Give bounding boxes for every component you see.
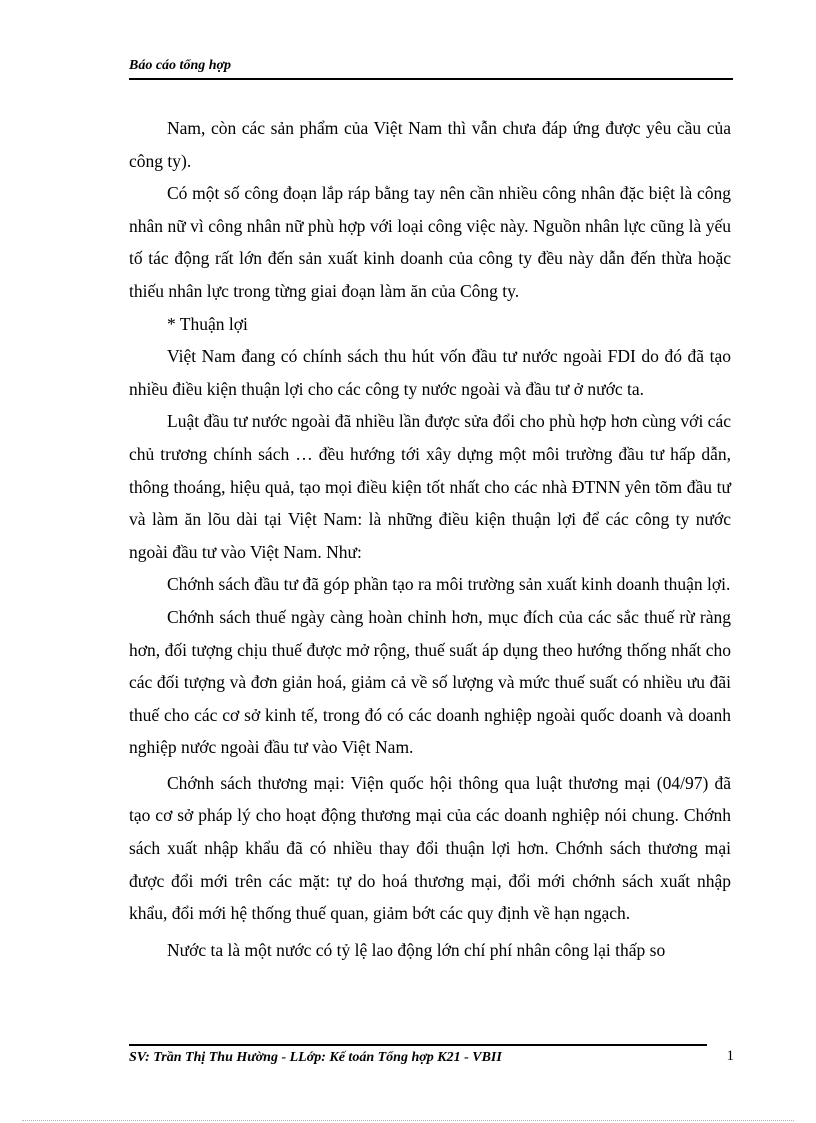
paragraph: Việt Nam đang có chính sách thu hút vốn đầu tư nước ngoài FDI do đó đã tạo nhiều điều kiện thuận lợi cho các công ty nước ngoài và đầu tư ở nước ta. (129, 346, 731, 399)
paragraph: Chớnh sách thương mại: Viện quốc hội thông qua luật thương mại (04/97) đã tạo cơ sở pháp lý cho hoạt động thương mại của các doanh nghiệp nói chung. Chớnh sách xuất nhập khẩu đã có nhiều thay đổi thuận lợi hơn. Chớnh sách thương mại được đổi mới trên các mặt: tự do hoá thương mại, đổi mới chớnh sách xuất nhập khẩu, đổi mới hệ thống thuế quan, giảm bớt các quy định về hạn ngạch. (129, 772, 731, 924)
paragraph: Nước ta là một nước có tỷ lệ lao động lớn chí phí nhân công lại thấp so (167, 939, 666, 960)
section-heading: * Thuận lợi (167, 313, 248, 334)
paragraph: Chớnh sách đầu tư đã góp phần tạo ra môi trường sản xuất kinh doanh thuận lợi. (167, 574, 731, 595)
page-edge-divider (22, 1120, 794, 1121)
running-header: Báo cáo tổng hợp (129, 58, 232, 73)
paragraph: Nam, còn các sản phẩm của Việt Nam thì vẫn chưa đáp ứng được yêu cầu của công ty). (129, 118, 731, 171)
running-footer: SV: Trần Thị Thu Hường - LLớp: Kế toán Tổng hợp K21 - VBII (129, 1050, 502, 1065)
header-rule (129, 78, 733, 80)
paragraph: Có một số công đoạn lắp ráp bằng tay nên cần nhiều công nhân đặc biệt là công nhân nữ vì công nhân nữ phù hợp với loại công việc này. Nguồn nhân lực cũng là yếu tố tác động rất lớn đến sản xuất kinh doanh của công ty đều này dẫn đến thừa hoặc thiếu nhân lực trong từng giai đoạn làm ăn của Công ty. (129, 183, 731, 301)
paragraph: Chớnh sách thuế ngày càng hoàn chỉnh hơn, mục đích của các sắc thuế rừ ràng hơn, đối tượng chịu thuế được mở rộng, thuế suất áp dụng theo hướng thống nhất cho các đối tượng và đơn giản hoá, giảm cả về số lượng và mức thuế suất có nhiều ưu đãi thuế cho các cơ sở kinh tế, trong đó có các doanh nghiệp ngoài quốc doanh và doanh nghiệp nước ngoài đầu tư vào Việt Nam. (129, 606, 731, 758)
body-text (129, 112, 731, 966)
footer-rule (129, 1044, 707, 1046)
page-number: 1 (726, 1048, 734, 1064)
paragraph: Luật đầu tư nước ngoài đã nhiều lần được sửa đổi cho phù hợp hơn cùng với các chủ trương chính sách … đều hướng tới xây dựng một môi trường đầu tư hấp dẫn, thông thoáng, hiệu quả, tạo mọi điều kiện tốt nhất cho các nhà ĐTNN yên tõm đầu tư và làm ăn lõu dài tại Việt Nam: là những điều kiện thuận lợi để các công ty nước ngoài đầu tư vào Việt Nam. Như: (129, 411, 731, 562)
